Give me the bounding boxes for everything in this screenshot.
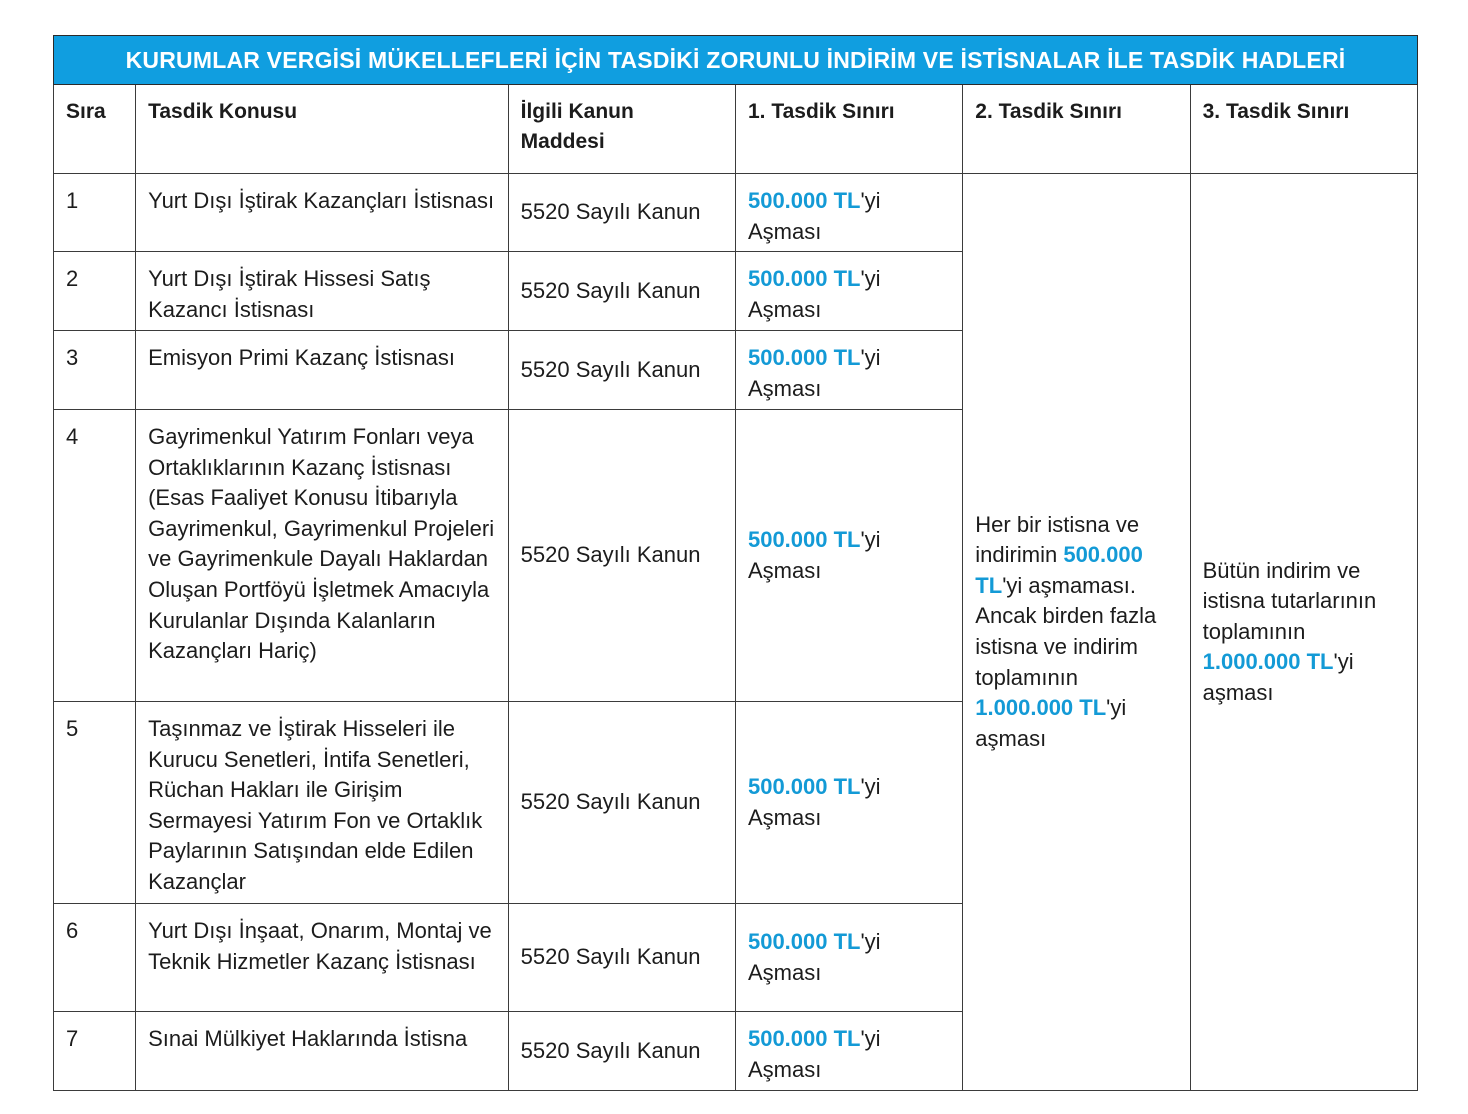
row-konu: Emisyon Primi Kazanç İstisnası — [136, 331, 509, 410]
sinir-3-part-2: 'yi aşması — [1202, 649, 1354, 705]
header-row — [54, 85, 1418, 174]
row-sinir-1 — [735, 331, 962, 410]
row-konu: Yurt Dışı İnşaat, Onarım, Montaj ve Teknik Hizmetler Kazanç İstisnası — [136, 904, 509, 1012]
table-row — [54, 174, 1418, 252]
limit-suffix: 'yi Aşması — [747, 928, 881, 985]
row-kanun: 5520 Sayılı Kanun — [508, 174, 735, 252]
limit-amount: 500.000 TL — [747, 773, 861, 799]
row-kanun: 5520 Sayılı Kanun — [508, 1012, 735, 1091]
row-sinir-1 — [735, 702, 962, 904]
header-sinir-3: 3. Tasdik Sınırı — [1190, 85, 1417, 174]
row-kanun: 5520 Sayılı Kanun — [508, 331, 735, 410]
header-sinir-1: 1. Tasdik Sınırı — [735, 85, 962, 174]
row-sinir-1 — [735, 252, 962, 331]
limit-amount: 500.000 TL — [747, 526, 861, 552]
limit-amount: 500.000 TL — [747, 266, 861, 291]
row-number: 4 — [54, 410, 136, 702]
limit-suffix: 'yi Aşması — [747, 266, 881, 322]
row-sinir-1 — [735, 904, 962, 1012]
tax-table-container — [53, 35, 1418, 1091]
row-number: 6 — [54, 904, 136, 1012]
row-number: 3 — [54, 331, 136, 410]
table-title: KURUMLAR VERGİSİ MÜKELLEFLERİ İÇİN TASDİKİ ZORUNLU İNDİRİM VE İSTİSNALAR İLE TASDİK HADLERİ — [54, 36, 1418, 85]
header-sinir-2: 2. Tasdik Sınırı — [963, 85, 1190, 174]
sinir-2-part-2: 'yi aşmaması. Ancak birden fazla istisna ve indirim toplamının — [975, 572, 1157, 690]
limit-suffix: 'yi Aşması — [747, 345, 881, 401]
sinir-2-cell — [963, 174, 1190, 1091]
sinir-3-cell — [1190, 174, 1417, 1091]
title-row — [54, 36, 1418, 85]
sinir-2-part-3: 'yi aşması — [975, 695, 1127, 751]
row-number: 7 — [54, 1012, 136, 1091]
header-sira: Sıra — [54, 85, 136, 174]
row-sinir-1 — [735, 1012, 962, 1091]
row-sinir-1 — [735, 410, 962, 702]
row-konu: Yurt Dışı İştirak Hissesi Satış Kazancı İstisnası — [136, 252, 509, 331]
row-kanun: 5520 Sayılı Kanun — [508, 410, 735, 702]
header-konu: Tasdik Konusu — [136, 85, 509, 174]
row-konu: Sınai Mülkiyet Haklarında İstisna — [136, 1012, 509, 1091]
sinir-3-amount: 1.000.000 TL — [1202, 649, 1334, 675]
limit-amount: 500.000 TL — [747, 928, 861, 954]
row-kanun: 5520 Sayılı Kanun — [508, 904, 735, 1012]
limit-amount: 500.000 TL — [747, 345, 861, 370]
sinir-2-amount-1: 500.000 TL — [975, 542, 1143, 598]
row-konu: Yurt Dışı İştirak Kazançları İstisnası — [136, 174, 509, 252]
sinir-3-part-1: Bütün indirim ve istisna tutarlarının toplamının — [1202, 557, 1377, 644]
sinir-2-part-1: Her bir istisna ve indirimin — [975, 511, 1140, 568]
limit-suffix: 'yi Aşması — [747, 526, 881, 583]
limit-amount: 500.000 TL — [747, 1026, 861, 1051]
row-konu: Taşınmaz ve İştirak Hisseleri ile Kurucu Senetleri, İntifa Senetleri, Rüchan Hakları ile Girişim Sermayesi Yatırım Fon ve Ortaklık Paylarının Satışından elde Edilen Kazançlar — [136, 702, 509, 904]
row-konu: Gayrimenkul Yatırım Fonları veya Ortaklıklarının Kazanç İstisnası (Esas Faaliyet Konusu İtibarıyla Gayrimenkul, Gayrimenkul Projeleri ve Gayrimenkule Dayalı Haklardan Oluşan Portföyü İşletmek Amacıyla Kurulanlar Dışında Kalanların Kazançları Hariç) — [136, 410, 509, 702]
row-kanun: 5520 Sayılı Kanun — [508, 252, 735, 331]
tasdik-table — [53, 35, 1418, 1091]
row-sinir-1 — [735, 174, 962, 252]
limit-suffix: 'yi Aşması — [747, 1026, 881, 1082]
sinir-2-amount-2: 1.000.000 TL — [975, 695, 1107, 721]
limit-suffix: 'yi Aşması — [747, 188, 881, 244]
limit-amount: 500.000 TL — [747, 188, 861, 213]
row-number: 5 — [54, 702, 136, 904]
header-kanun: İlgili Kanun Maddesi — [508, 85, 735, 174]
row-number: 1 — [54, 174, 136, 252]
row-number: 2 — [54, 252, 136, 331]
row-kanun: 5520 Sayılı Kanun — [508, 702, 735, 904]
limit-suffix: 'yi Aşması — [747, 773, 881, 830]
